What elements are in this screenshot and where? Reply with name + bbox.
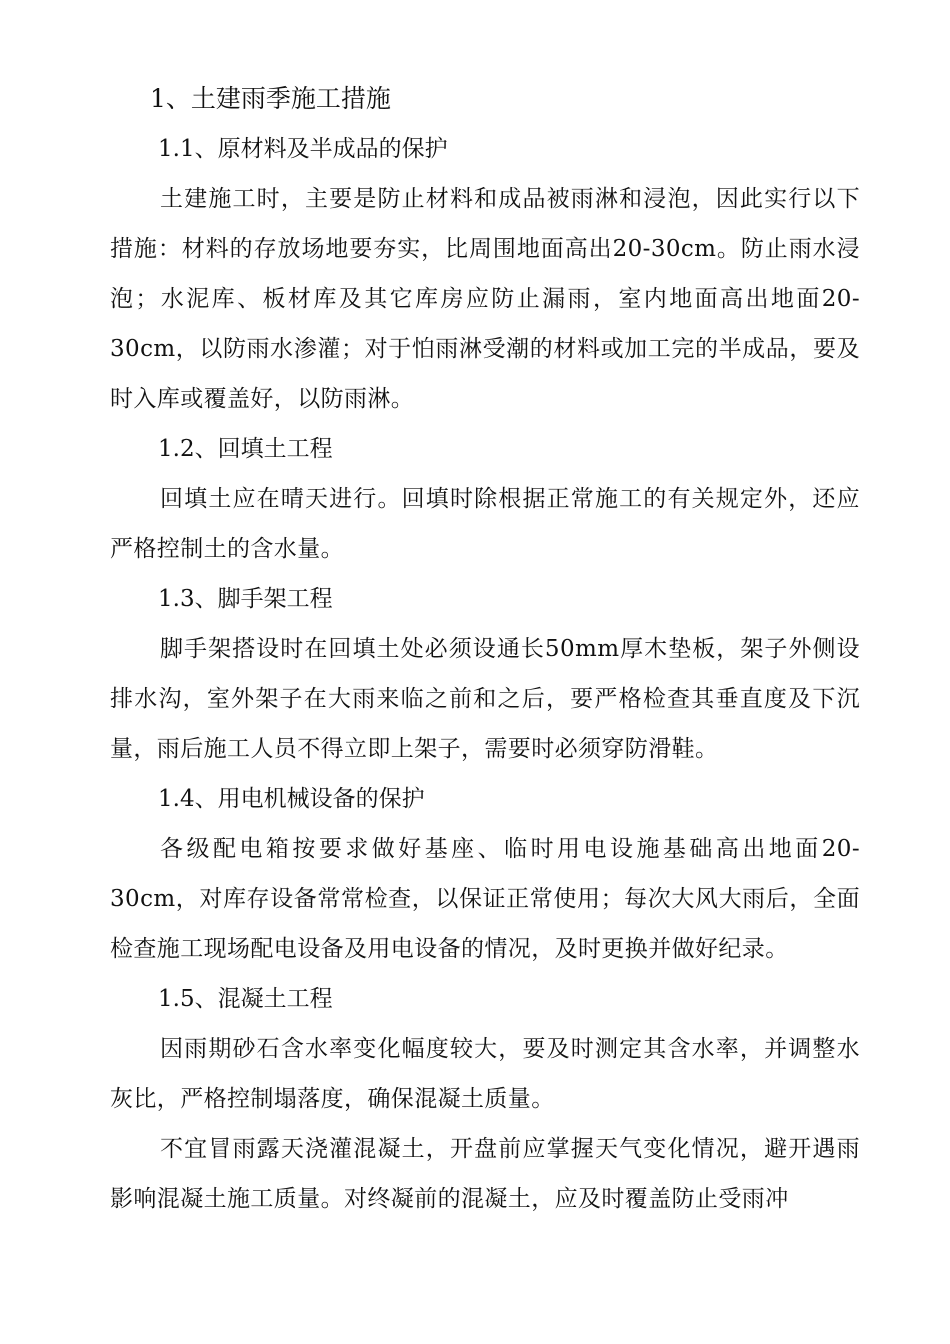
section-heading: 1.4、用电机械设备的保护 <box>158 786 425 812</box>
section-heading: 1.5、混凝土工程 <box>158 986 333 1012</box>
document-title: 1、土建雨季施工措施 <box>150 84 391 113</box>
paragraph: 土建施工时，主要是防止材料和成品被雨淋和浸泡，因此实行以下措施：材料的存放场地要夯实，比周围地面高出20-30cm。防止雨水浸泡；水泥库、板材库及其它库房应防止漏雨，室内地面高出地面20-30cm，以防雨水渗灌；对于怕雨淋受潮的材料或加工完的半成品，要及时入库或覆盖好，以防雨淋。 <box>110 186 860 412</box>
paragraph: 脚手架搭设时在回填土处必须设通长50mm厚木垫板，架子外侧设排水沟，室外架子在大雨来临之前和之后，要严格检查其垂直度及下沉量，雨后施工人员不得立即上架子，需要时必须穿防滑鞋。 <box>110 636 860 762</box>
paragraph: 各级配电箱按要求做好基座、临时用电设施基础高出地面20-30cm，对库存设备常常检查，以保证正常使用；每次大风大雨后，全面检查施工现场配电设备及用电设备的情况，及时更换并做好纪录。 <box>110 836 860 962</box>
section-heading: 1.2、回填土工程 <box>158 436 333 462</box>
paragraph: 不宜冒雨露天浇灌混凝土，开盘前应掌握天气变化情况，避开遇雨影响混凝土施工质量。对终凝前的混凝土，应及时覆盖防止受雨冲 <box>110 1136 860 1212</box>
document-body <box>110 74 860 1224</box>
paragraph: 因雨期砂石含水率变化幅度较大，要及时测定其含水率，并调整水灰比，严格控制塌落度，确保混凝土质量。 <box>110 1036 860 1112</box>
section-heading: 1.3、脚手架工程 <box>158 586 333 612</box>
paragraph: 回填土应在晴天进行。回填时除根据正常施工的有关规定外，还应严格控制土的含水量。 <box>110 486 860 562</box>
section-heading: 1.1、原材料及半成品的保护 <box>158 136 448 162</box>
